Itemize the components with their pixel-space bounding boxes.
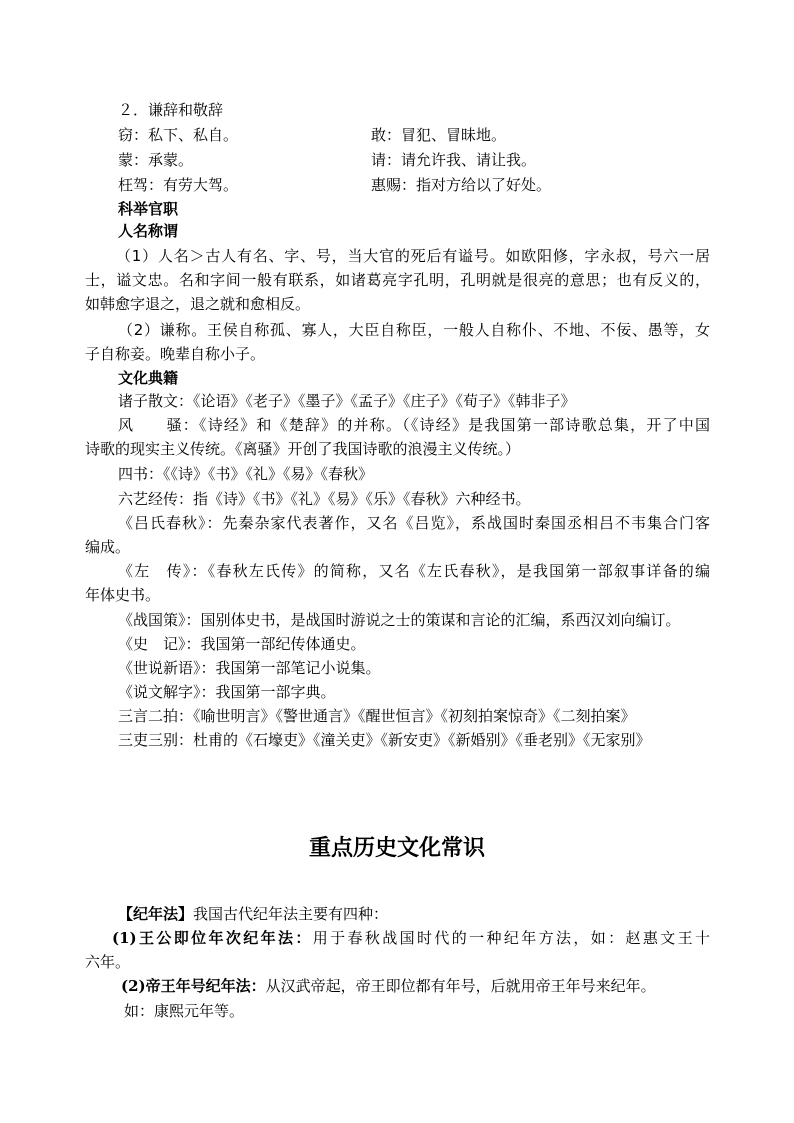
term-wangjia: 枉驾：有劳大驾。 — [118, 176, 239, 194]
sishu-line: 四书：《《诗》《书》《礼》《易》《春秋》 — [118, 465, 374, 483]
sanli-line: 三吏三别：杜甫的《石壕吏》《潼关吏》《新安吏》《新婚别》《垂老别》《无家别》 — [118, 731, 651, 749]
term-meng: 蒙：承蒙。 — [118, 151, 194, 169]
jinian-item1 — [112, 928, 710, 948]
liuyi-line: 六艺经传：指《诗》《书》《礼》《易》《乐》《春秋》六种经书。 — [118, 490, 531, 508]
jinian-item1-text: 用于春秋战国时代的一种纪年方法，如：赵惠文王十 — [312, 929, 710, 947]
shuowen-line: 《说文解字》：我国第一部字典。 — [118, 683, 336, 701]
shiji-line: 《史 记》：我国第一部纪传体通史。 — [118, 635, 366, 653]
jinian-item2 — [121, 976, 656, 996]
jinian-intro-text: 我国古代纪年法主要有四种： — [193, 905, 389, 923]
term-huici: 惠赐：指对方给以了好处。 — [371, 176, 552, 194]
lvshi-line2: 编成。 — [85, 538, 131, 556]
term-qing: 请：请允许我、请让我。 — [371, 151, 537, 169]
section-heading-qianci: ２．谦辞和敬辞 — [118, 101, 224, 119]
lvshi-line1: 《吕氏春秋》：先秦杂家代表著作，又名《吕览》，系战国时秦国丞相吕不韦集合门客 — [118, 514, 710, 532]
sanyan-line: 三言二拍：《喻世明言》《警世通言》《醒世恒言》《初刻拍案惊奇》《二刻拍案》 — [118, 707, 636, 725]
jinian-intro — [118, 904, 388, 924]
renming-heading: 人名称谓 — [118, 222, 179, 240]
zuozhuan-line2: 年体史书。 — [85, 586, 161, 604]
renming-p2-line1: （2）谦称。王侯自称孤、寡人，大臣自称臣，一般人自称仆、不地、不佞、愚等，女 — [118, 321, 710, 339]
jinian-item1-label: (1)王公即位年次纪年法： — [112, 929, 313, 947]
keju-heading: 科举官职 — [118, 200, 179, 218]
fengsao-line1: 风 骚：《诗经》和《楚辞》的并称。（《诗经》是我国第一部诗歌总集，开了中国 — [118, 416, 710, 434]
zuozhuan-line1: 《左 传》：《春秋左氏传》的简称，又名《左氏春秋》，是我国第一部叙事详备的编 — [118, 562, 710, 580]
fengsao-line2: 诗歌的现实主义传统。《离骚》开创了我国诗歌的浪漫主义传统。） — [85, 440, 521, 458]
jinian-item1-cont: 六年。 — [85, 953, 131, 971]
renming-p1-line2: 士，谥文忠。名和字间一般有联系，如诸葛亮字孔明，孔明就是很亮的意思；也有反义的， — [85, 271, 710, 289]
term-qie: 窃：私下、私自。 — [118, 126, 239, 144]
shishuo-line: 《世说新语》：我国第一部笔记小说集。 — [118, 659, 381, 677]
page-title: 重点历史文化常识 — [308, 836, 485, 861]
renming-p1-line3: 如韩愈字退之，退之就和愈相反。 — [85, 295, 311, 313]
jinian-item2-text: 从汉武帝起，帝王即位都有年号，后就用帝王年号来纪年。 — [265, 977, 656, 995]
wenhua-heading: 文化典籍 — [118, 369, 179, 387]
renming-p1-line1: （1）人名＞古人有名、字、号，当大官的死后有谥号。如欧阳修，字永叔，号六一居 — [116, 247, 710, 265]
jinian-item2-label: (2)帝王年号纪年法： — [121, 977, 266, 995]
zhuzi-line: 诸子散文：《论语》《老子》《墨子》《孟子》《庄子》《荀子》《韩非子》 — [118, 392, 576, 410]
zhanguoce-line: 《战国策》：国别体史书，是战国时游说之士的策谋和言论的汇编，系西汉刘向编订。 — [118, 611, 681, 629]
renming-p2-line2: 子自称妾。晚辈自称小子。 — [85, 345, 266, 363]
term-gan: 敢：冒犯、冒昧地。 — [371, 126, 507, 144]
jinian-tag: 【纪年法】 — [118, 905, 194, 923]
jinian-item2-cont: 如：康熙元年等。 — [124, 1002, 245, 1020]
